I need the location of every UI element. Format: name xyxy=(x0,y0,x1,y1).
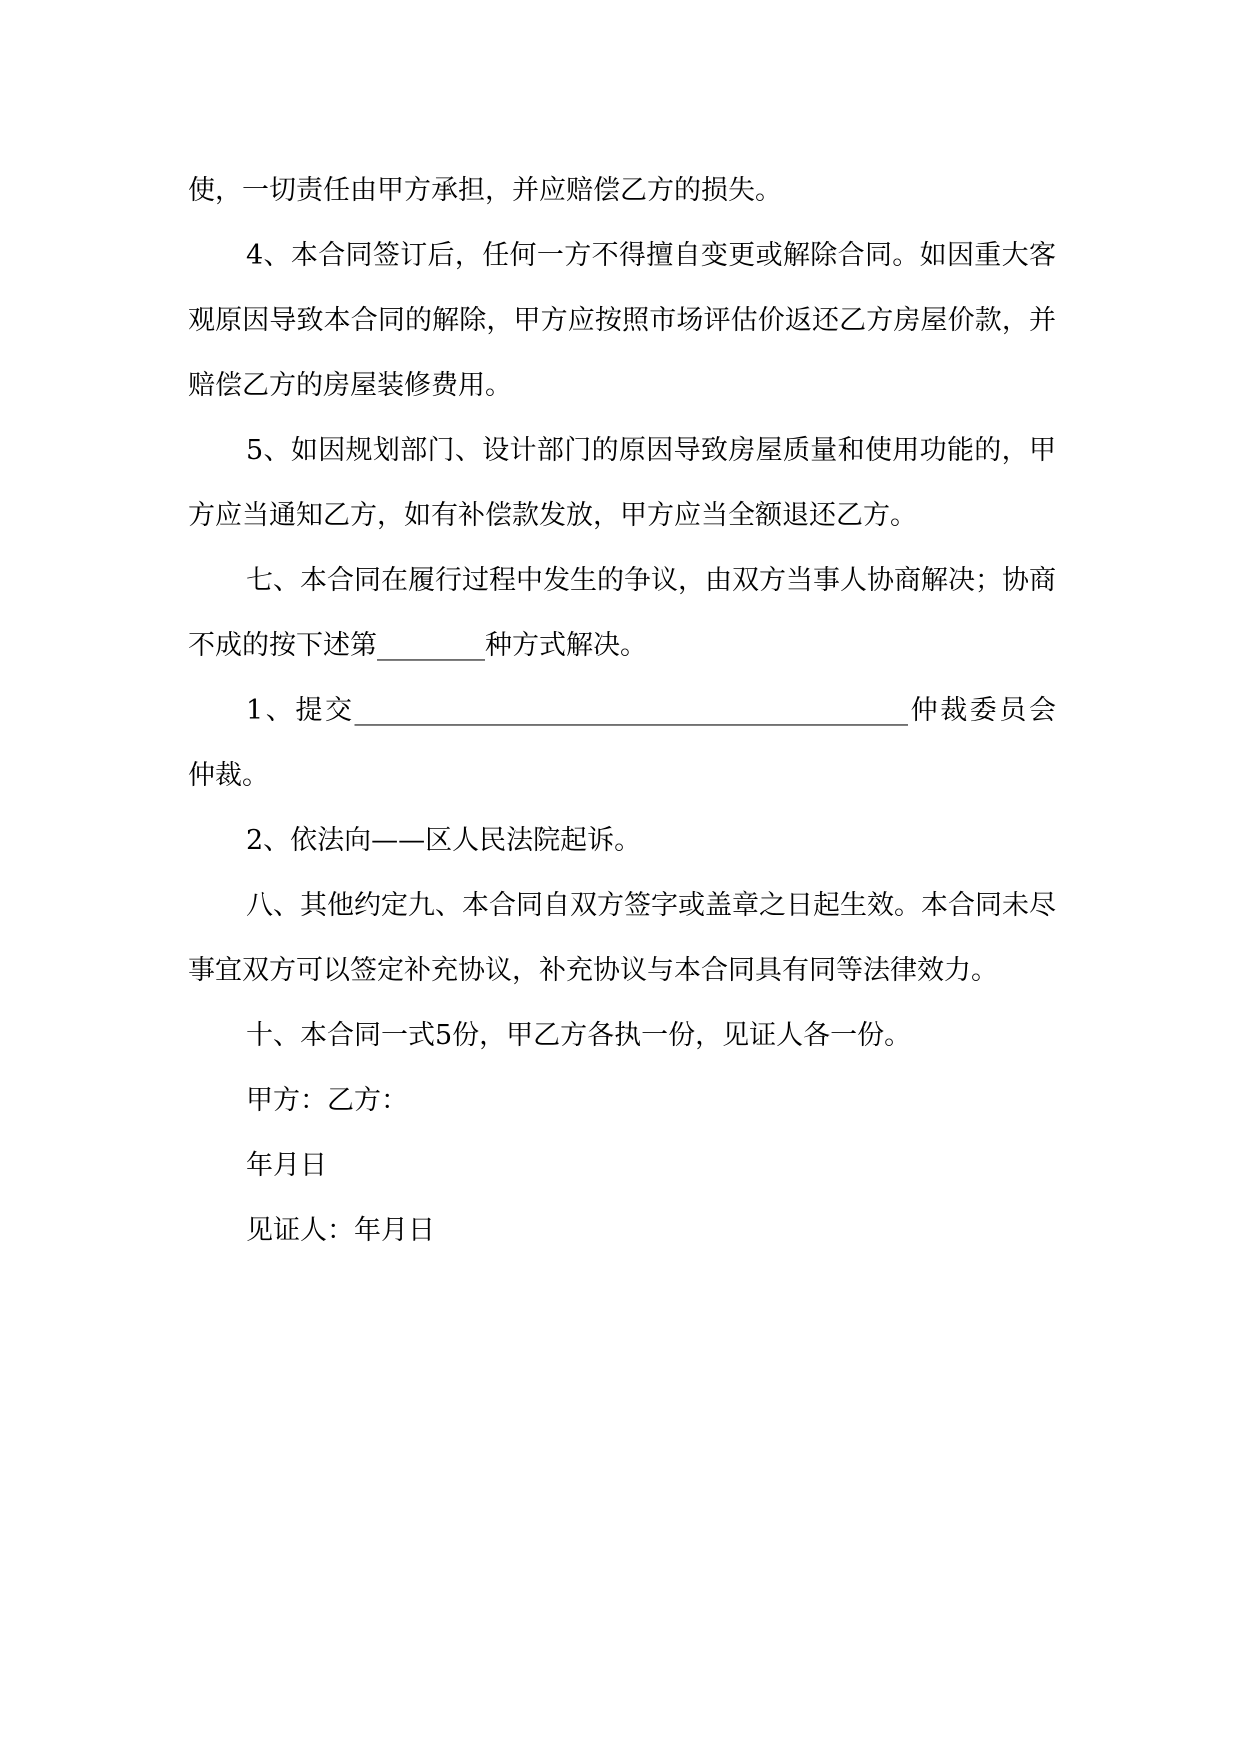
paragraph-clause-4: 4、本合同签订后，任何一方不得擅自变更或解除合同。如因重大客观原因导致本合同的解除，甲方应按照市场评估价返还乙方房屋价款，并赔偿乙方的房屋装修费用。 xyxy=(188,240,1056,401)
paragraph-court-option: 2、依法向——区人民法院起诉。 xyxy=(246,825,642,856)
signature-parties: 甲方：乙方： xyxy=(246,1085,408,1116)
signature-date: 年月日 xyxy=(246,1150,327,1181)
paragraph-other-terms: 八、其他约定九、本合同自双方签字或盖章之日起生效。本合同未尽事宜双方可以签定补充协议，补充协议与本合同具有同等法律效力。 xyxy=(188,890,1056,986)
paragraph-dispute-resolution: 七、本合同在履行过程中发生的争议，由双方当事人协商解决；协商不成的按下述第________种方式解决。 xyxy=(188,565,1056,661)
contract-body xyxy=(188,158,1056,1263)
witness-signature: 见证人：年月日 xyxy=(246,1215,435,1246)
paragraph-copies: 十、本合同一式5份，甲乙方各执一份，见证人各一份。 xyxy=(246,1020,912,1051)
paragraph-clause-5: 5、如因规划部门、设计部门的原因导致房屋质量和使用功能的，甲方应当通知乙方，如有补偿款发放，甲方应当全额退还乙方。 xyxy=(188,435,1056,531)
paragraph-liability: 使，一切责任由甲方承担，并应赔偿乙方的损失。 xyxy=(188,175,782,206)
paragraph-arbitration-option: 1、提交_________________________________________仲裁委员会仲裁。 xyxy=(188,695,1056,791)
